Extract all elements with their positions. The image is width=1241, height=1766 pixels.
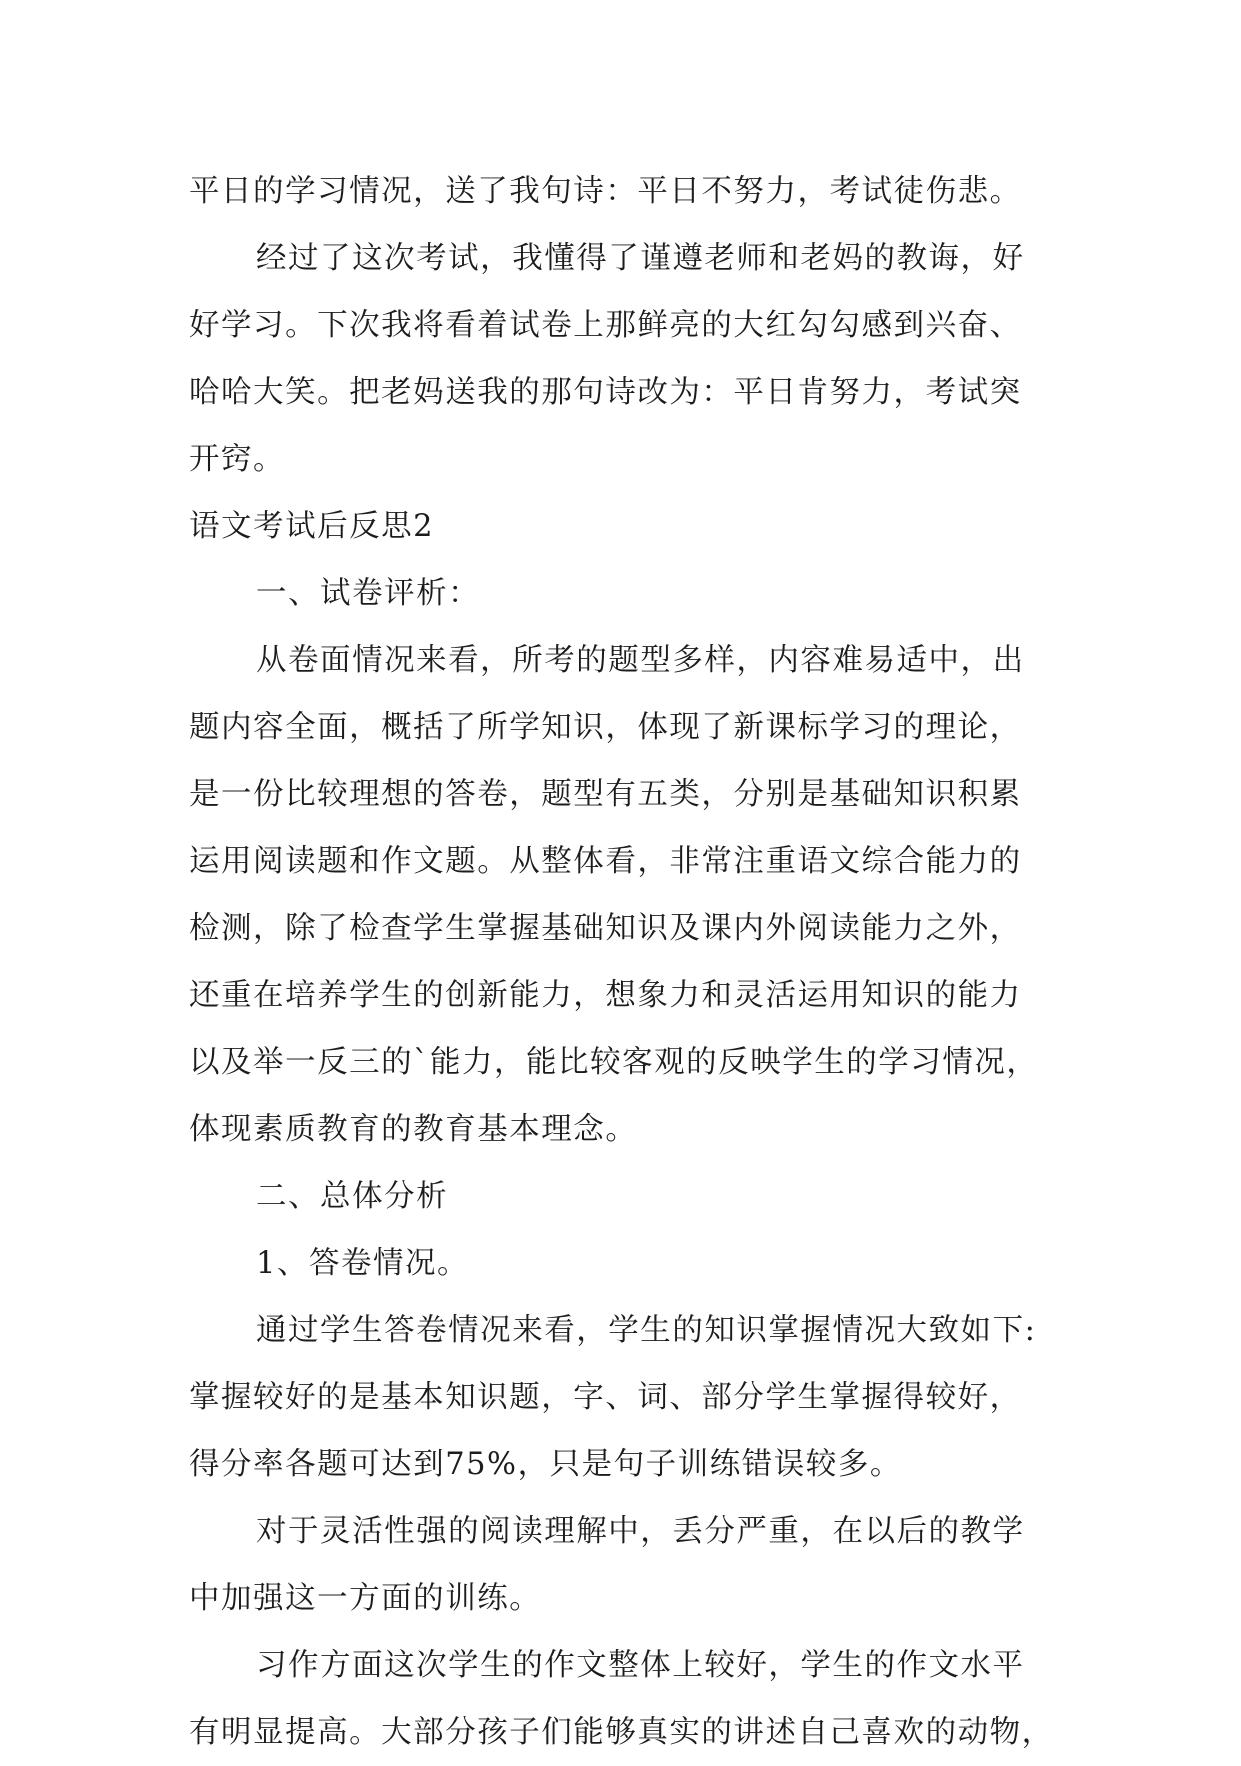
- text-line: 掌握较好的是基本知识题，字、词、部分学生掌握得较好，: [189, 1380, 1022, 1415]
- text-line: 有明显提高。大部分孩子们能够真实的讲述自己喜欢的动物，: [189, 1715, 1054, 1750]
- text-line: 运用阅读题和作文题。从整体看，非常注重语文综合能力的: [189, 844, 1022, 879]
- text-line: 哈哈大笑。把老妈送我的那句诗改为：平日肯努力，考试突: [189, 375, 1022, 410]
- text-line: 得分率各题可达到75%，只是句子训练错误较多。: [189, 1447, 902, 1482]
- subheading: 二、总体分析: [256, 1179, 449, 1214]
- paragraph-line: 从卷面情况来看，所考的题型多样，内容难易适中，出: [256, 643, 1025, 678]
- text-line: 题内容全面，概括了所学知识，体现了新课标学习的理论，: [189, 710, 1022, 745]
- section-title: 语文考试后反思2: [189, 509, 435, 544]
- text-line: 以及举一反三的`能力，能比较客观的反映学生的学习情况，: [189, 1045, 1039, 1080]
- paragraph-line: 习作方面这次学生的作文整体上较好，学生的作文水平: [256, 1648, 1025, 1683]
- text-line: 体现素质教育的教育基本理念。: [189, 1112, 638, 1147]
- text-line: 好学习。下次我将看着试卷上那鲜亮的大红勾勾感到兴奋、: [189, 308, 1022, 343]
- paragraph-line: 经过了这次考试，我懂得了谨遵老师和老妈的教诲，好: [256, 241, 1025, 276]
- document-page: [189, 158, 1069, 1766]
- subheading: 一、试卷评析：: [256, 576, 481, 611]
- text-line: 检测，除了检查学生掌握基础知识及课内外阅读能力之外，: [189, 911, 1022, 946]
- text-line: 平日的学习情况，送了我句诗：平日不努力，考试徒伤悲。: [189, 174, 1022, 209]
- paragraph-line: 通过学生答卷情况来看，学生的知识掌握情况大致如下:: [256, 1313, 1037, 1348]
- text-line: 开窍。: [189, 442, 286, 477]
- text-line: 是一份比较理想的答卷，题型有五类，分别是基础知识积累: [189, 777, 1022, 812]
- subheading: 1、答卷情况。: [256, 1246, 470, 1281]
- text-line: 还重在培养学生的创新能力，想象力和灵活运用知识的能力: [189, 978, 1022, 1013]
- text-line: 中加强这一方面的训练。: [189, 1581, 542, 1616]
- paragraph-line: 对于灵活性强的阅读理解中，丢分严重，在以后的教学: [256, 1514, 1025, 1549]
